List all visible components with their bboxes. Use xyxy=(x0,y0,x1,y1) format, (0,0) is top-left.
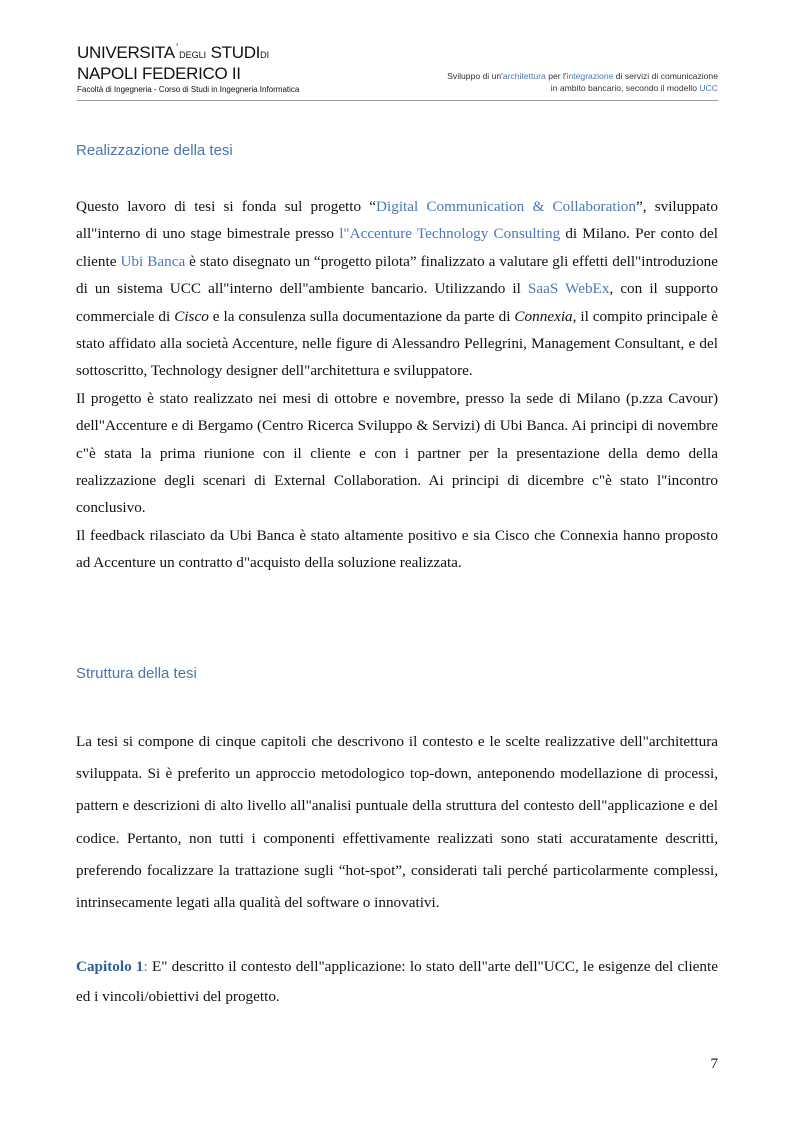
header-text: Sviluppo di un' xyxy=(447,71,503,81)
header-text: per l' xyxy=(545,71,567,81)
header-highlight: integrazione xyxy=(566,71,614,81)
logo-accent-mark-icon: ’ xyxy=(175,41,179,55)
text-run: di Milano. Per conto del cliente xyxy=(76,225,718,270)
logo-line-2: NAPOLI FEDERICO II xyxy=(77,64,241,83)
paragraph: Il feedback rilasciato da Ubi Banca è stato altamente positivo e sia Cisco che Connexia hanno proposto ad Accenture un contratto d"acquisto della soluzione realizzata. xyxy=(76,526,718,572)
logo-line-1 xyxy=(77,41,337,64)
text-run: : xyxy=(143,958,152,975)
running-header-title xyxy=(447,70,718,94)
emphasis-connexia: Connexia xyxy=(514,307,573,325)
header-divider xyxy=(77,100,718,101)
link-digital-communication[interactable]: Digital Communication & Collaboration xyxy=(376,198,636,215)
text-run: ”, sviluppato all"interno di uno stage bimestrale presso xyxy=(76,198,718,243)
paragraph: Il progetto è stato realizzato nei mesi di ottobre e novembre, presso la sede di Milano (p.zza Cavour) dell"Accenture e di Bergamo (Centro Ricerca Sviluppo & Servizi) di Ubi Banca. Ai principi di novembre c"è stata la prima riunione con il cliente e con i partner per la presentazione della demo della realizzazione degli scenari di External Collaboration. Ai principi di dicembre c"è stato l"incontro conclusivo. xyxy=(76,389,718,517)
logo-word-studi: STUDI xyxy=(210,43,261,62)
section-body-struttura xyxy=(76,726,718,919)
chapter-1-summary xyxy=(76,952,718,1012)
header-highlight: UCC xyxy=(699,83,718,93)
faculty-name: Facoltà di Ingegneria - Corso di Studi in Ingegneria Informatica xyxy=(77,85,300,94)
running-header-line-2 xyxy=(447,82,718,94)
section-title-realizzazione: Realizzazione della tesi xyxy=(76,142,233,159)
emphasis-cisco: Cisco xyxy=(174,307,209,325)
page-number: 7 xyxy=(710,1056,718,1072)
text-run: , il compito principale è stato affidato alla società Accenture, nelle figure di Alessandro Pellegrini, Management Consultant, e del sottoscritto, Technology designer dell"architettura e sviluppatore. xyxy=(76,307,718,380)
section-body-realizzazione xyxy=(76,193,718,577)
paragraph xyxy=(76,193,718,385)
link-saas-webex[interactable]: SaaS WebEx xyxy=(527,280,610,298)
logo-word-universita: UNIVERSITA xyxy=(77,43,175,62)
running-header-line-1 xyxy=(447,70,718,82)
logo-word-di: DI xyxy=(260,50,270,60)
text-run: Questo lavoro di tesi si fonda sul progetto “ xyxy=(76,198,377,215)
section-title-struttura: Struttura della tesi xyxy=(76,665,197,682)
header-highlight: architettura xyxy=(502,71,546,81)
text-run: E" descritto il contesto dell"applicazione: lo stato dell"arte dell"UCC, le esigenze del cliente ed i vincoli/obiettivi del progetto. xyxy=(76,958,718,1005)
text-run: è stato disegnato un “progetto pilota” finalizzato a valutare gli effetti dell"introduzione di un sistema UCC all"interno dell"ambiente bancario. Utilizzando il xyxy=(76,252,718,298)
university-logo xyxy=(77,41,337,96)
logo-word-degli: DEGLI xyxy=(179,50,207,60)
link-accenture-technology-consulting[interactable]: l"Accenture Technology Consulting xyxy=(339,225,561,243)
paragraph xyxy=(76,952,718,1012)
chapter-1-label: Capitolo 1 xyxy=(76,958,144,975)
paragraph: La tesi si compone di cinque capitoli che descrivono il contesto e le scelte realizzative dell"architettura sviluppata. Si è preferito un approccio metodologico top-down, anteponendo modellazione di processi, pattern e descrizioni di alto livello all"analisi puntuale della struttura del contesto dell"applicazione e del codice. Pertanto, non tutti i componenti effettivamente realizzati sono stati accuratamente descritti, preferendo focalizzare la trattazione sugli “hot-spot”, considerati tali perché particolarmente complessi, intrinsecamente legati alla qualità del software o innovativi. xyxy=(76,733,718,912)
text-run: e la consulenza sulla documentazione da parte di xyxy=(208,307,515,325)
link-ubi-banca[interactable]: Ubi Banca xyxy=(120,252,186,270)
header-text: in ambito bancario, secondo il modello xyxy=(550,83,700,93)
text-run: , con il supporto commerciale di xyxy=(76,280,718,325)
header-text: di servizi di comunicazione xyxy=(613,71,718,81)
